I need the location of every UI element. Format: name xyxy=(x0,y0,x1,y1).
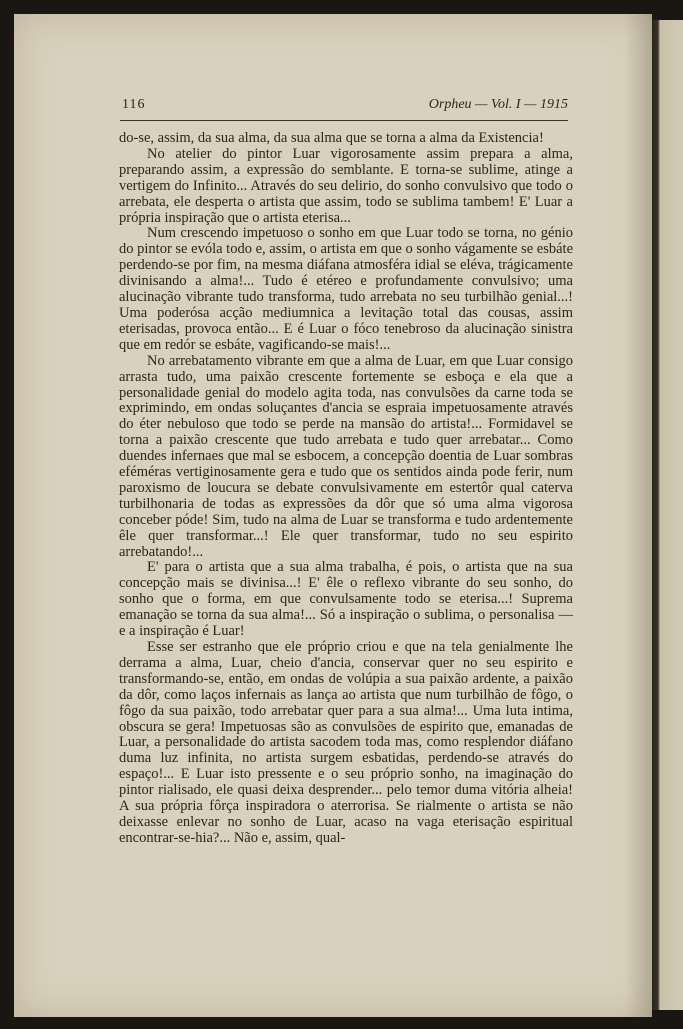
page-fold-shadow xyxy=(625,14,652,1017)
header-rule xyxy=(120,120,568,121)
next-page-edge xyxy=(652,20,683,1010)
paragraph: do-se, assim, da sua alma, da sua alma que se torna a alma da Existencia! xyxy=(119,130,544,146)
page-header xyxy=(120,97,568,117)
body-text xyxy=(119,131,573,847)
running-title: Orpheu — Vol. I — 1915 xyxy=(428,97,568,112)
paragraph: No atelier do pintor Luar vigorosamente assim prepara a alma, preparando assim, a expressão do semblante. E torna-se sublime, atinge a vertigem do Infinito... Através do seu delirio, do sonho convulsivo que todo o arrebata, ele desperta o artista que assim, todo se sublima tambem! E' Luar a própria inspiração que o artista eterisa... xyxy=(119,145,573,226)
paragraph: Num crescendo impetuoso o sonho em que Luar todo se torna, no génio do pintor se evóla todo e, assim, o artista em que o sonho vágamente se esbáte perdendo-se por fim, na mesma diáfana atmosféra idial se eléva, trágicamente divinisando a alma!... Tudo é etéreo e profundamente convulsivo; uma alucinação vibrante tudo transforma, tudo arrebata no seu turbilhão genial...! Uma poderósa acção mediumnica a levitação total das cousas, assim eterisadas, provoca então... E é Luar o fóco tenebroso da alucinação sinistra que em redór se esbáte, vagificando-se mais!... xyxy=(119,225,573,353)
paragraph: E' para o artista que a sua alma trabalha, é pois, o artista que na sua concepção mais se divinisa...! E' êle o reflexo vibrante do seu sonho, do sonho que o forma, em que convulsamente todo se eterisa...! Suprema emanação se torna da sua alma!... Só a inspiração o sublima, o personalisa — e a inspiração é Luar! xyxy=(119,559,573,640)
paragraph: Esse ser estranho que ele próprio criou e que na tela genialmente lhe derrama a alma, Luar, cheio d'ancia, conservar quer no seu espirito e transformando-se, então, em ondas de volúpia a sua paixão ardente, a paixão da dôr, como laços infernais as lança ao artista que num turbilhão de fôgo, o fôgo da sua paixão, todo arrebatar quer para a sua alma!... Uma luta intima, obscura se gera! Impetuosas são as convulsões de espirito que, emanadas de Luar, a personalidade do artista sacodem toda mas, como resplendor diáfano duma luz infinita, no artista surgem esbatidas, perdendo-se através do espaço!... E Luar isto pressente e o seu próprio sonho, na imaginação do pintor rialisado, ele quasi deixa desprender... pelo temor duma vitória alheia! A sua própria fôrça inspiradora o aterrorisa. Se rialmente o artista se não deixasse enlevar no sonho de Luar, acaso na vaga eterisação espiritual encontrar-se-hia?... Não e, assim, qual- xyxy=(119,639,573,846)
paragraph: No arrebatamento vibrante em que a alma de Luar, em que Luar consigo arrasta tudo, uma paixão crescente fortemente se esboça e ela que a personalidade genial do modelo agita toda, nas convulsões da carne toda se exprimindo, em ondas soluçantes d'ancia se espraia impetuosamente através do éter nebuloso que todo se perde na mansão do artista!... Formidavel se torna a paixão crescente que tudo arrebata e tudo quer arrebatar... Como duendes infernaes que mal se esbocem, a concepção doentia de Luar sombras eféméras vertiginosamente gera e tudo que os sentidos ainda pode ferir, num paroxismo de loucura se debate convulsivamente em estertôr qual caterva turbilhonaria de todas as expressões da dôr que só uma alma vigorosa conceber póde! Sim, tudo na alma de Luar se transforma e tudo ardentemente êle quer transformar...! Ele quer transformar, tudo no seu espirito arrebatando!... xyxy=(119,352,573,560)
page-number: 116 xyxy=(122,97,146,112)
